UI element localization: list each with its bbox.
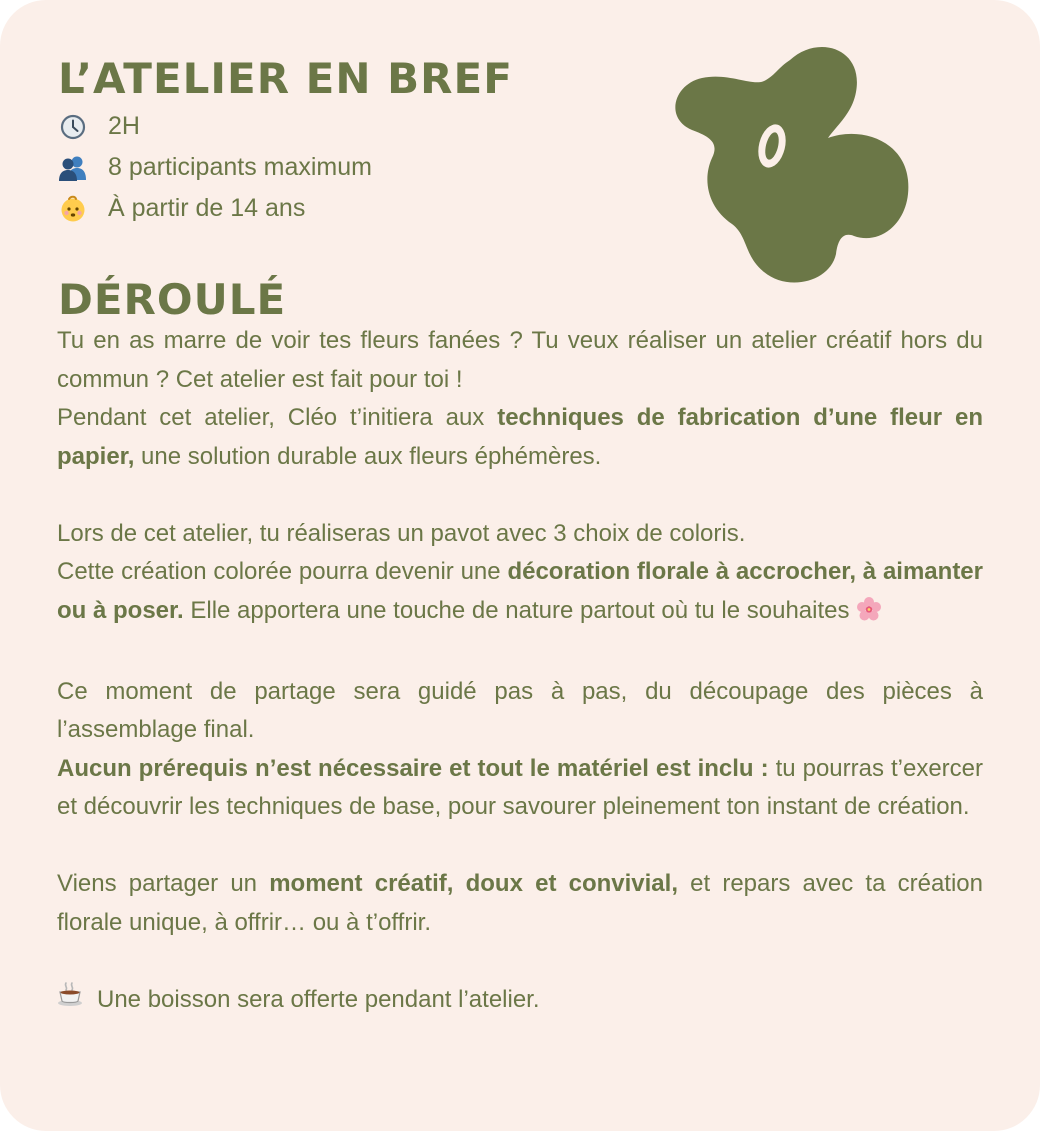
paragraph-text: une solution durable aux fleurs éphémères. (134, 442, 602, 470)
summary-item-label: 2H (108, 112, 140, 140)
paragraph-text: Une boisson sera offerte pendant l’atelier. (97, 985, 540, 1013)
cherry-blossom-icon (856, 596, 882, 635)
paragraph-prerequis (57, 750, 983, 827)
paragraph-text: Tu en as marre de voir tes fleurs fanées ? Tu veux réaliser un atelier créatif hors du commun ? Cet atelier est fait pour toi ! (57, 327, 983, 393)
summary-item-label: À partir de 14 ans (108, 194, 306, 222)
hot-beverage-icon (57, 981, 85, 1020)
paragraph-intro (57, 322, 983, 399)
paragraph-decoration (57, 553, 983, 634)
paragraph-text: tu pourras t’exercer et découvrir les techniques de base, pour savourer pleinement ton instant de création. (57, 754, 984, 820)
clock-icon (58, 112, 88, 142)
paragraph-text: Ce moment de partage sera guidé pas à pas, du découpage des pièces à l’assemblage final. (57, 677, 983, 743)
paragraph-bold-text: Aucun prérequis n’est nécessaire et tout le matériel est inclu : (57, 754, 769, 782)
summary-title: L’ATELIER EN BREF (58, 54, 513, 103)
paragraph-technique (57, 399, 983, 476)
paragraph-moment (57, 865, 983, 942)
flower-icon (668, 40, 914, 286)
deroule-title: DÉROULÉ (58, 275, 287, 324)
summary-list (58, 106, 372, 229)
summary-item-age (58, 188, 372, 229)
paragraph-partage (57, 673, 983, 750)
paragraph-bold-text: techniques de fabrication d’une fleur en papier, (57, 404, 984, 470)
paragraph-text: Pendant cet atelier, Cléo t’initiera aux (57, 404, 498, 431)
summary-item-participants (58, 147, 372, 188)
paragraph-text: Elle apportera une touche de nature partout où tu le souhaites (183, 596, 850, 624)
paragraph-bold-text: moment créatif, doux et convivial, (269, 870, 678, 897)
paragraph-text: et repars avec ta création florale unique, à offrir… ou à t’offrir. (57, 870, 983, 936)
paragraph-text: Cette création colorée pourra devenir une (57, 558, 508, 585)
baby-face-icon (58, 194, 88, 224)
paragraph-pavot (57, 515, 983, 554)
paragraph-text: Lors de cet atelier, tu réaliseras un pavot avec 3 choix de coloris. (57, 519, 746, 547)
summary-item-label: 8 participants maximum (108, 153, 372, 181)
paragraph-text: Viens partager un (57, 870, 270, 897)
deroule-body (57, 322, 983, 1019)
participants-icon (58, 153, 88, 183)
paragraph-bold-text: décoration florale à accrocher, à aimanter ou à poser. (57, 558, 983, 624)
summary-item-duration (58, 106, 372, 147)
paragraph-boisson (57, 981, 983, 1020)
